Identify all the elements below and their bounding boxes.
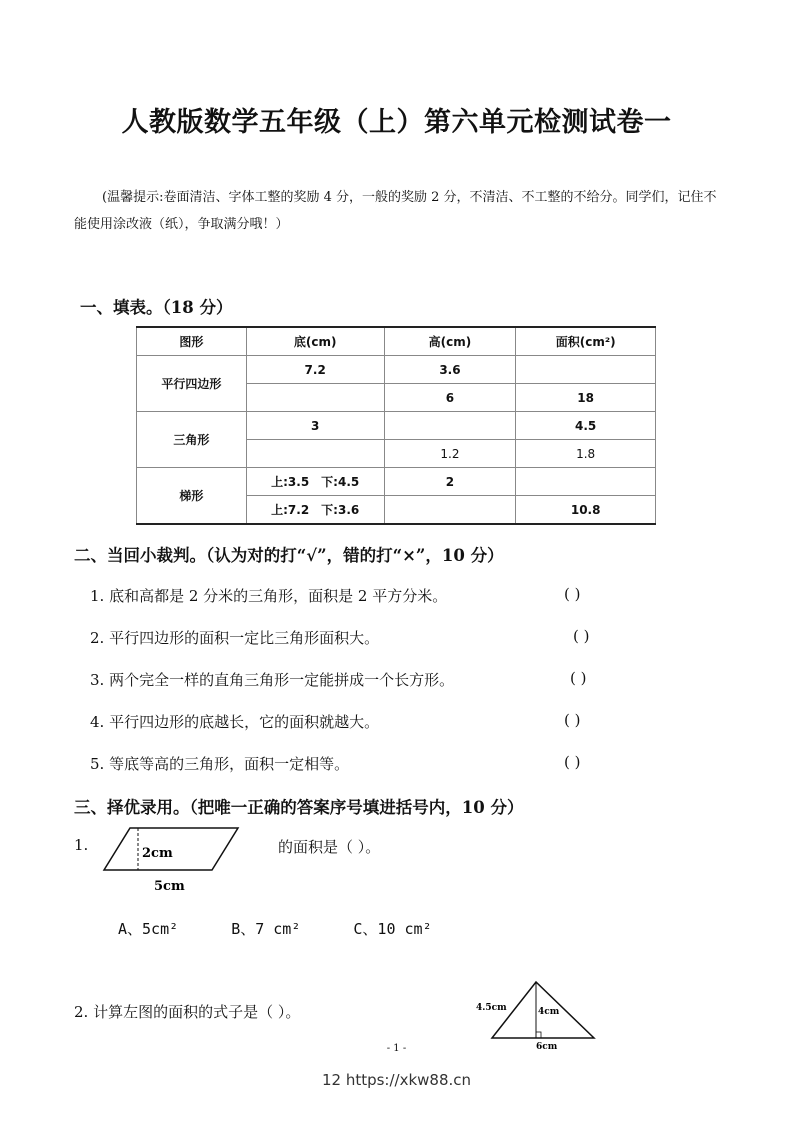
table-cell-shape: 三角形	[137, 412, 247, 468]
section1-heading: 一、填表。（18 分）	[80, 298, 233, 317]
answer-blank-3[interactable]: ( )	[570, 669, 587, 687]
fill-table	[136, 326, 656, 525]
table-header: 图形	[137, 327, 247, 356]
q1-options	[118, 918, 476, 939]
table-header: 高(cm)	[384, 327, 516, 356]
table-cell[interactable]: 1.8	[516, 440, 656, 468]
table-cell[interactable]	[516, 356, 656, 384]
table-header: 底(cm)	[246, 327, 384, 356]
table-cell[interactable]: 2	[384, 468, 516, 496]
table-row	[137, 468, 656, 496]
fig-height-label: 2cm	[142, 846, 173, 861]
judge-item-3: 3. 两个完全一样的直角三角形一定能拼成一个长方形。	[90, 671, 455, 689]
table-cell[interactable]: 6	[384, 384, 516, 412]
judge-item-5: 5. 等底等高的三角形，面积一定相等。	[90, 755, 350, 773]
answer-blank-5[interactable]: ( )	[564, 753, 581, 771]
fig-side-label: 4.5cm	[476, 1003, 507, 1013]
table-row	[137, 356, 656, 384]
table-cell[interactable]: 3.6	[384, 356, 516, 384]
table-cell[interactable]: 18	[516, 384, 656, 412]
table-cell[interactable]: 上:7.2 下:3.6	[246, 496, 384, 525]
table-cell-shape: 平行四边形	[137, 356, 247, 412]
table-cell[interactable]	[516, 468, 656, 496]
section2-heading: 二、当回小裁判。（认为对的打“√”，错的打“×”，10 分）	[74, 546, 504, 565]
table-cell[interactable]	[246, 384, 384, 412]
page-number: - 1 -	[386, 1043, 407, 1054]
q2-text: 2. 计算左图的面积的式子是（ ）。	[74, 1003, 301, 1021]
fig-base-label: 5cm	[154, 879, 185, 894]
q1-text: 的面积是（ ）。	[278, 838, 381, 856]
answer-blank-2[interactable]: ( )	[573, 627, 590, 645]
table-cell[interactable]: 10.8	[516, 496, 656, 525]
answer-blank-4[interactable]: ( )	[564, 711, 581, 729]
parallelogram-figure	[100, 824, 240, 894]
answer-blank-1[interactable]: ( )	[564, 585, 581, 603]
table-header: 面积(cm²)	[516, 327, 656, 356]
q1-number: 1.	[74, 836, 89, 854]
table-cell[interactable]: 4.5	[516, 412, 656, 440]
table-cell[interactable]: 7.2	[246, 356, 384, 384]
judge-item-4: 4. 平行四边形的底越长，它的面积就越大。	[90, 713, 380, 731]
option-a[interactable]: A、5cm²	[118, 920, 179, 938]
table-cell[interactable]: 上:3.5 下:4.5	[246, 468, 384, 496]
triangle-figure	[474, 976, 604, 1052]
option-b[interactable]: B、7 cm²	[231, 920, 301, 938]
table-cell[interactable]: 1.2	[384, 440, 516, 468]
fig-height-label: 4cm	[538, 1007, 560, 1017]
fig-base-label: 6cm	[536, 1042, 558, 1052]
section3-heading: 三、择优录用。（把唯一正确的答案序号填进括号内，10 分）	[74, 798, 524, 817]
table-cell[interactable]	[246, 440, 384, 468]
tip-text: (温馨提示:卷面清洁、字体工整的奖励 4 分，一般的奖励 2 分，不清洁、不工整的不给分。同学们，记住不能使用涂改液（纸），争取满分哦！）	[74, 190, 717, 232]
table-cell-shape: 梯形	[137, 468, 247, 525]
page-title: 人教版数学五年级（上）第六单元检测试卷一	[121, 107, 672, 138]
table-cell[interactable]	[384, 412, 516, 440]
table-row	[137, 412, 656, 440]
table-cell[interactable]: 3	[246, 412, 384, 440]
right-angle-mark	[536, 1032, 541, 1038]
watermark: 12 https://xkw88.cn	[321, 1071, 472, 1089]
judge-item-2: 2. 平行四边形的面积一定比三角形面积大。	[90, 629, 380, 647]
table-cell[interactable]	[384, 496, 516, 525]
judge-item-1: 1. 底和高都是 2 分米的三角形，面积是 2 平方分米。	[90, 587, 448, 605]
option-c[interactable]: C、10 cm²	[353, 920, 432, 938]
table-header-row	[137, 327, 656, 356]
